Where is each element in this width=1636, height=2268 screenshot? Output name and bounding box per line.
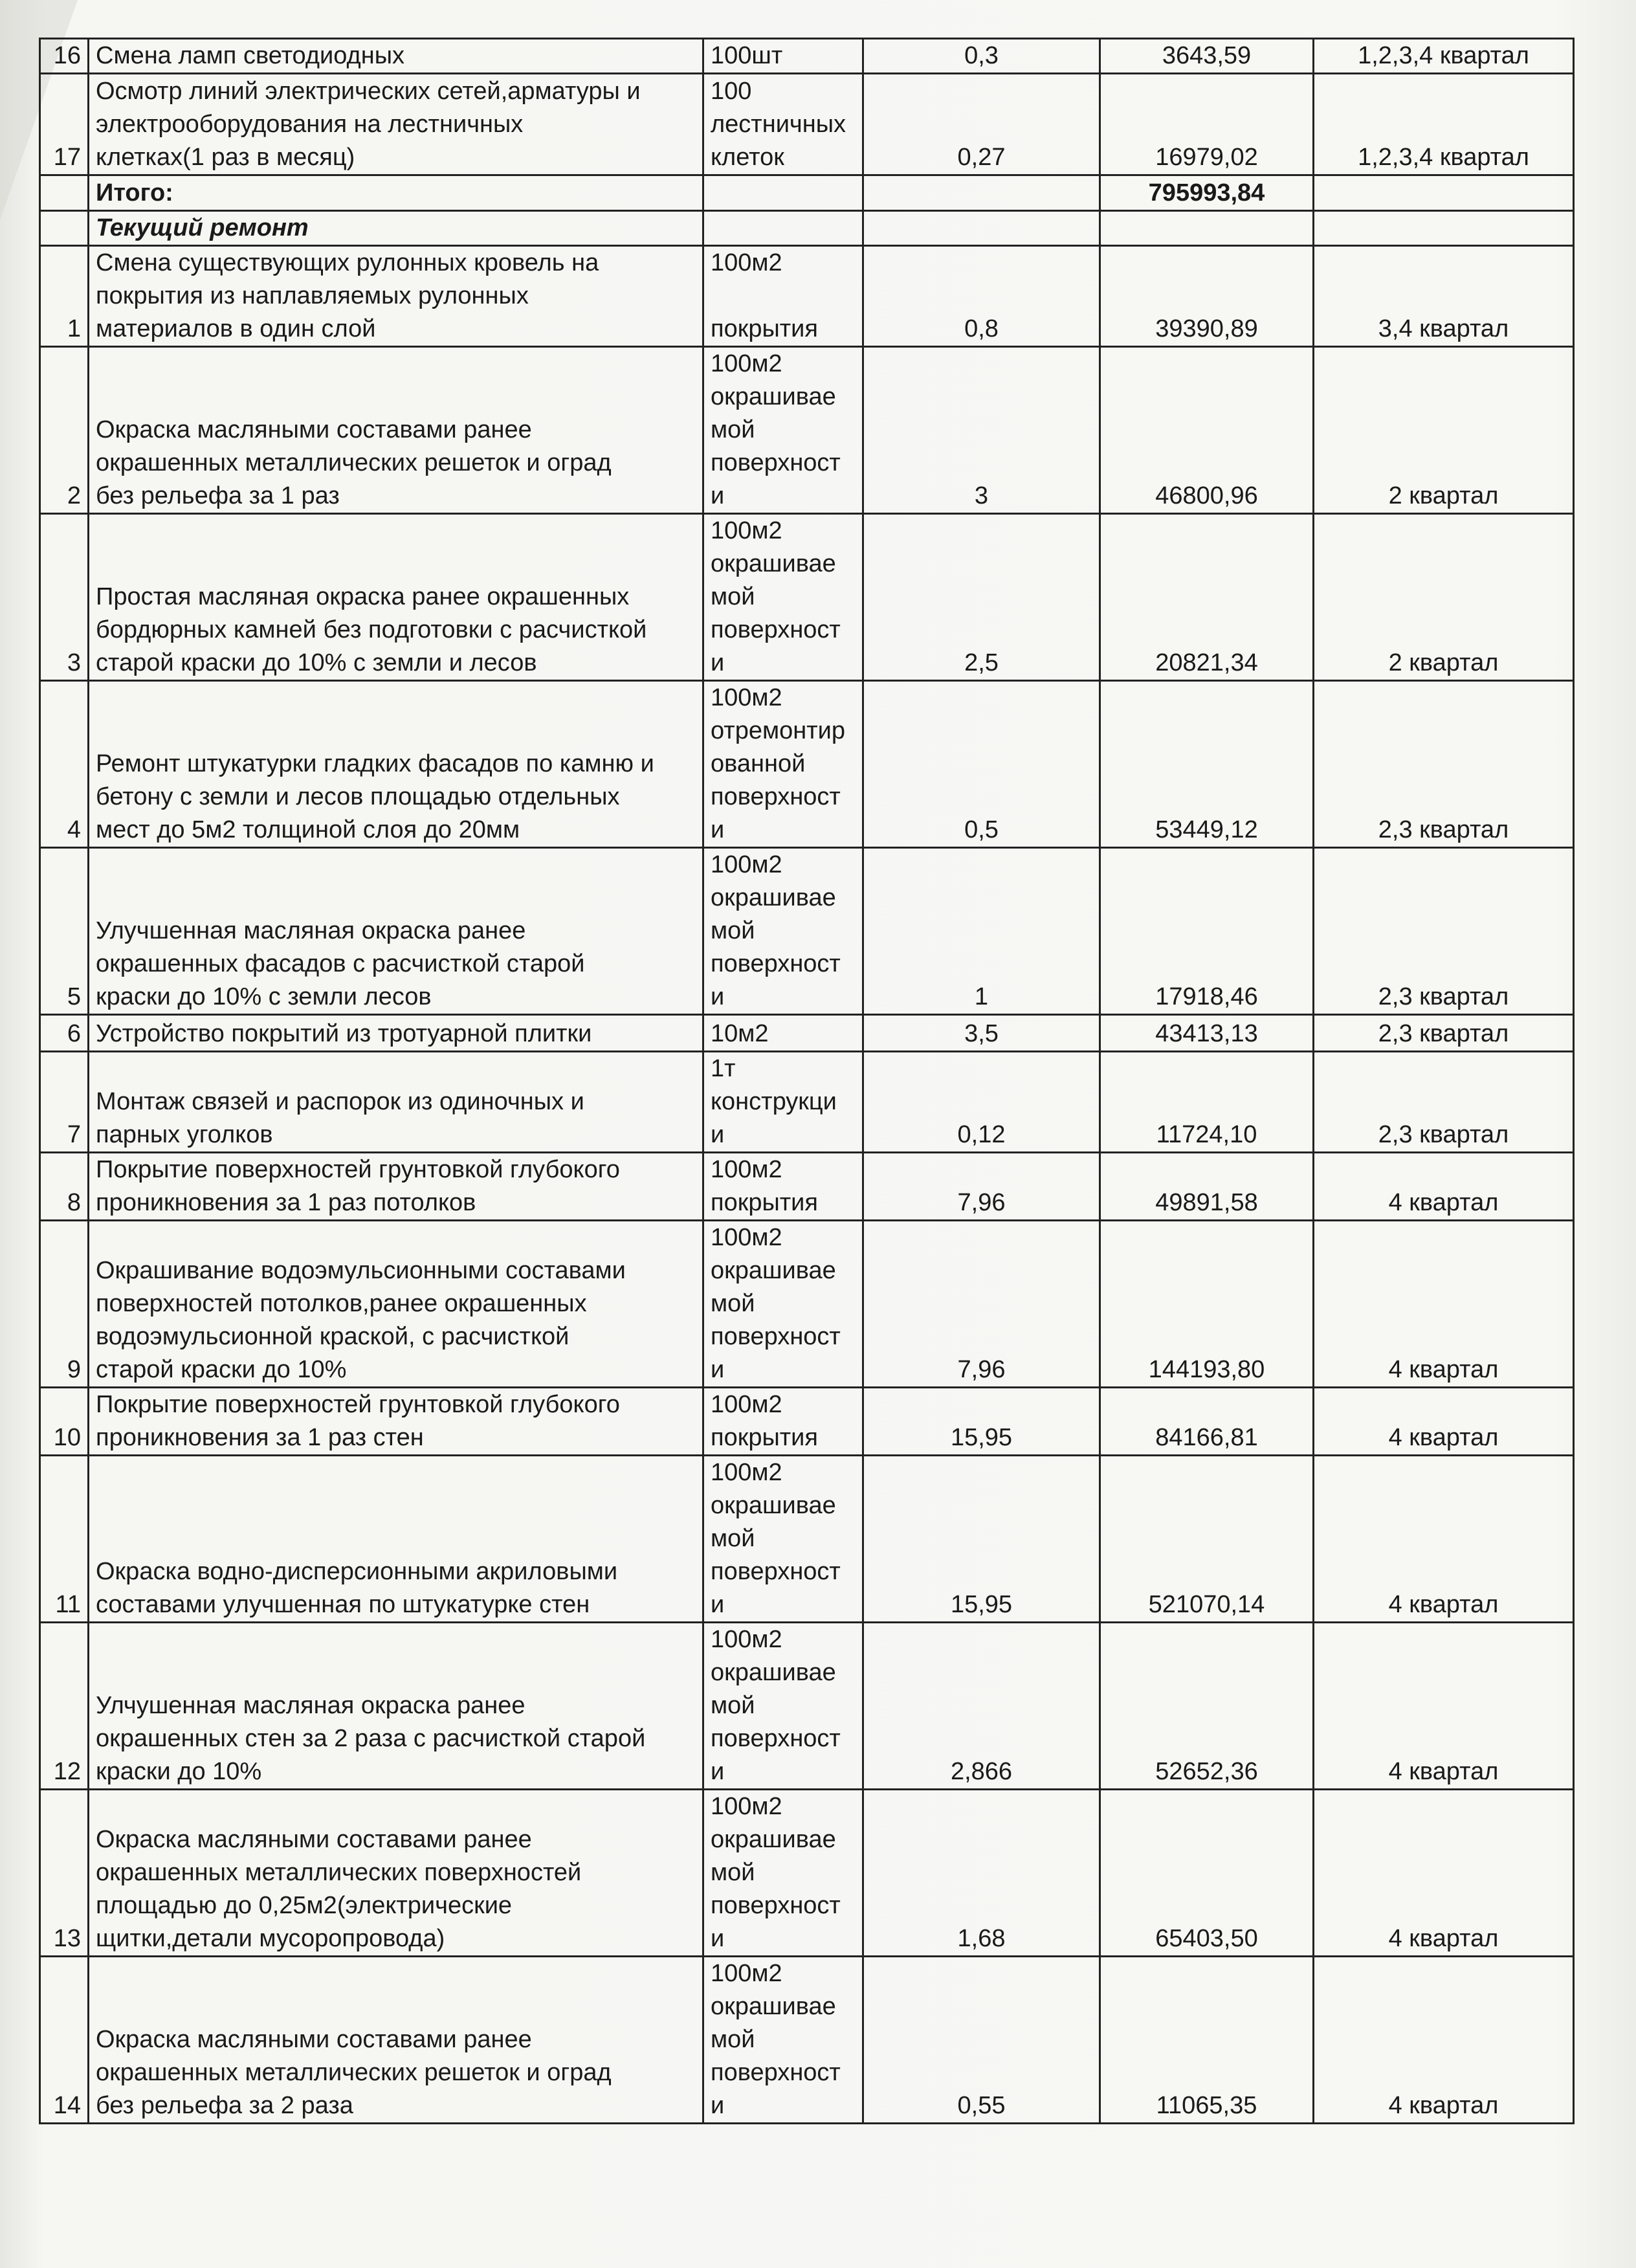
work-quantity <box>863 211 1100 246</box>
row-number: 2 <box>40 347 89 514</box>
total-row <box>40 175 1574 211</box>
table-row <box>40 347 1574 514</box>
work-quantity: 7,96 <box>863 1153 1100 1221</box>
unit-of-measure: 100м2 окрашивае мой поверхност и <box>703 1957 863 2124</box>
unit-of-measure: 100м2 отремонтир ованной поверхност и <box>703 681 863 848</box>
table-row <box>40 1052 1574 1153</box>
row-number: 3 <box>40 514 89 681</box>
work-quantity: 0,55 <box>863 1957 1100 2124</box>
unit-of-measure: 100м2 окрашивае мой поверхност и <box>703 1221 863 1388</box>
work-quantity: 0,3 <box>863 39 1100 74</box>
work-period: 2,3 квартал <box>1314 1052 1574 1153</box>
work-cost: 11065,35 <box>1100 1957 1314 2124</box>
work-description: Покрытие поверхностей грунтовкой глубокого проникновения за 1 раз стен <box>89 1388 703 1456</box>
work-quantity: 1 <box>863 848 1100 1015</box>
row-number: 17 <box>40 74 89 175</box>
row-number: 6 <box>40 1015 89 1052</box>
work-quantity: 3,5 <box>863 1015 1100 1052</box>
work-period: 1,2,3,4 квартал <box>1314 39 1574 74</box>
work-description: Осмотр линий электрических сетей,арматуры и электрооборудования на лестничных клетках(1 раз в месяц) <box>89 74 703 175</box>
work-description: Окраска масляными составами ранее окрашенных металлических решеток и оград без рельефа за 2 раза <box>89 1957 703 2124</box>
table-row <box>40 1388 1574 1456</box>
work-quantity: 0,27 <box>863 74 1100 175</box>
unit-of-measure: 100м2 окрашивае мой поверхност и <box>703 1623 863 1790</box>
table-row <box>40 1957 1574 2124</box>
work-cost: 11724,10 <box>1100 1052 1314 1153</box>
work-description: Итого: <box>89 175 703 211</box>
work-period: 2 квартал <box>1314 514 1574 681</box>
work-cost: 521070,14 <box>1100 1456 1314 1623</box>
work-description: Смена ламп светодиодных <box>89 39 703 74</box>
work-quantity: 0,8 <box>863 246 1100 347</box>
table-row <box>40 681 1574 848</box>
works-table-body <box>40 39 1574 2124</box>
work-description: Смена существующих рулонных кровель на покрытия из наплавляемых рулонных материалов в один слой <box>89 246 703 347</box>
unit-of-measure: 100м2 окрашивае мой поверхност и <box>703 1790 863 1957</box>
work-period: 4 квартал <box>1314 1153 1574 1221</box>
work-cost: 39390,89 <box>1100 246 1314 347</box>
work-cost: 53449,12 <box>1100 681 1314 848</box>
work-period: 3,4 квартал <box>1314 246 1574 347</box>
work-quantity: 7,96 <box>863 1221 1100 1388</box>
work-cost: 52652,36 <box>1100 1623 1314 1790</box>
row-number: 1 <box>40 246 89 347</box>
work-description: Окраска масляными составами ранее окрашенных металлических поверхностей площадью до 0,25м2(электрические щитки,детали мусоропровода) <box>89 1790 703 1957</box>
work-period <box>1314 211 1574 246</box>
row-number: 10 <box>40 1388 89 1456</box>
work-description: Окраска водно-дисперсионными акриловыми составами улучшенная по штукатурке стен <box>89 1456 703 1623</box>
table-row <box>40 1623 1574 1790</box>
work-description: Монтаж связей и распорок из одиночных и парных уголков <box>89 1052 703 1153</box>
work-description: Улчушенная масляная окраска ранее окрашенных стен за 2 раза с расчисткой старой краски до 10% <box>89 1623 703 1790</box>
unit-of-measure: 100м2 окрашивае мой поверхност и <box>703 1456 863 1623</box>
unit-of-measure: 1т конструкци и <box>703 1052 863 1153</box>
table-row <box>40 514 1574 681</box>
work-quantity: 2,866 <box>863 1623 1100 1790</box>
unit-of-measure: 100м2 покрытия <box>703 1388 863 1456</box>
table-row <box>40 246 1574 347</box>
work-period: 4 квартал <box>1314 1456 1574 1623</box>
work-quantity: 0,12 <box>863 1052 1100 1153</box>
row-number: 8 <box>40 1153 89 1221</box>
work-cost: 17918,46 <box>1100 848 1314 1015</box>
work-description: Устройство покрытий из тротуарной плитки <box>89 1015 703 1052</box>
work-cost: 46800,96 <box>1100 347 1314 514</box>
work-cost: 3643,59 <box>1100 39 1314 74</box>
work-quantity: 2,5 <box>863 514 1100 681</box>
work-period: 1,2,3,4 квартал <box>1314 74 1574 175</box>
works-table <box>39 38 1575 2124</box>
work-cost: 20821,34 <box>1100 514 1314 681</box>
unit-of-measure: 100м2 покрытия <box>703 246 863 347</box>
work-description: Окрашивание водоэмульсионными составами поверхностей потолков,ранее окрашенных водоэмульсионной краской, с расчисткой старой краски до 10% <box>89 1221 703 1388</box>
work-period: 4 квартал <box>1314 1221 1574 1388</box>
work-description: Текущий ремонт <box>89 211 703 246</box>
work-period: 2,3 квартал <box>1314 681 1574 848</box>
unit-of-measure: 100шт <box>703 39 863 74</box>
work-quantity: 3 <box>863 347 1100 514</box>
work-quantity: 0,5 <box>863 681 1100 848</box>
table-row <box>40 1790 1574 1957</box>
work-period: 4 квартал <box>1314 1790 1574 1957</box>
table-row <box>40 848 1574 1015</box>
row-number: 5 <box>40 848 89 1015</box>
unit-of-measure: 100м2 окрашивае мой поверхност и <box>703 514 863 681</box>
table-row <box>40 1153 1574 1221</box>
work-cost: 16979,02 <box>1100 74 1314 175</box>
work-quantity: 15,95 <box>863 1388 1100 1456</box>
work-description: Покрытие поверхностей грунтовкой глубокого проникновения за 1 раз потолков <box>89 1153 703 1221</box>
work-cost: 43413,13 <box>1100 1015 1314 1052</box>
unit-of-measure: 100м2 покрытия <box>703 1153 863 1221</box>
row-number <box>40 211 89 246</box>
work-cost: 49891,58 <box>1100 1153 1314 1221</box>
table-row <box>40 1015 1574 1052</box>
work-period: 4 квартал <box>1314 1388 1574 1456</box>
unit-of-measure <box>703 175 863 211</box>
unit-of-measure: 100м2 окрашивае мой поверхност и <box>703 848 863 1015</box>
row-number: 13 <box>40 1790 89 1957</box>
work-period <box>1314 175 1574 211</box>
row-number: 12 <box>40 1623 89 1790</box>
work-cost <box>1100 211 1314 246</box>
work-description: Ремонт штукатурки гладких фасадов по камню и бетону с земли и лесов площадью отдельных мест до 5м2 толщиной слоя до 20мм <box>89 681 703 848</box>
table-row <box>40 74 1574 175</box>
unit-of-measure <box>703 211 863 246</box>
work-quantity: 15,95 <box>863 1456 1100 1623</box>
work-description: Простая масляная окраска ранее окрашенных бордюрных камней без подготовки с расчисткой старой краски до 10% с земли и лесов <box>89 514 703 681</box>
work-period: 2,3 квартал <box>1314 848 1574 1015</box>
row-number: 11 <box>40 1456 89 1623</box>
work-cost: 84166,81 <box>1100 1388 1314 1456</box>
row-number: 7 <box>40 1052 89 1153</box>
row-number <box>40 175 89 211</box>
unit-of-measure: 100м2 окрашивае мой поверхност и <box>703 347 863 514</box>
table-row <box>40 1221 1574 1388</box>
work-cost: 65403,50 <box>1100 1790 1314 1957</box>
work-period: 4 квартал <box>1314 1957 1574 2124</box>
work-period: 2 квартал <box>1314 347 1574 514</box>
unit-of-measure: 100 лестничных клеток <box>703 74 863 175</box>
work-quantity: 1,68 <box>863 1790 1100 1957</box>
work-cost: 144193,80 <box>1100 1221 1314 1388</box>
work-cost: 795993,84 <box>1100 175 1314 211</box>
row-number: 14 <box>40 1957 89 2124</box>
work-description: Окраска масляными составами ранее окрашенных металлических решеток и оград без рельефа за 1 раз <box>89 347 703 514</box>
section-header-row <box>40 211 1574 246</box>
row-number: 4 <box>40 681 89 848</box>
row-number: 9 <box>40 1221 89 1388</box>
table-row <box>40 39 1574 74</box>
work-quantity <box>863 175 1100 211</box>
work-description: Улучшенная масляная окраска ранее окрашенных фасадов с расчисткой старой краски до 10% с земли лесов <box>89 848 703 1015</box>
unit-of-measure: 10м2 <box>703 1015 863 1052</box>
table-row <box>40 1456 1574 1623</box>
work-period: 2,3 квартал <box>1314 1015 1574 1052</box>
work-period: 4 квартал <box>1314 1623 1574 1790</box>
row-number: 16 <box>40 39 89 74</box>
